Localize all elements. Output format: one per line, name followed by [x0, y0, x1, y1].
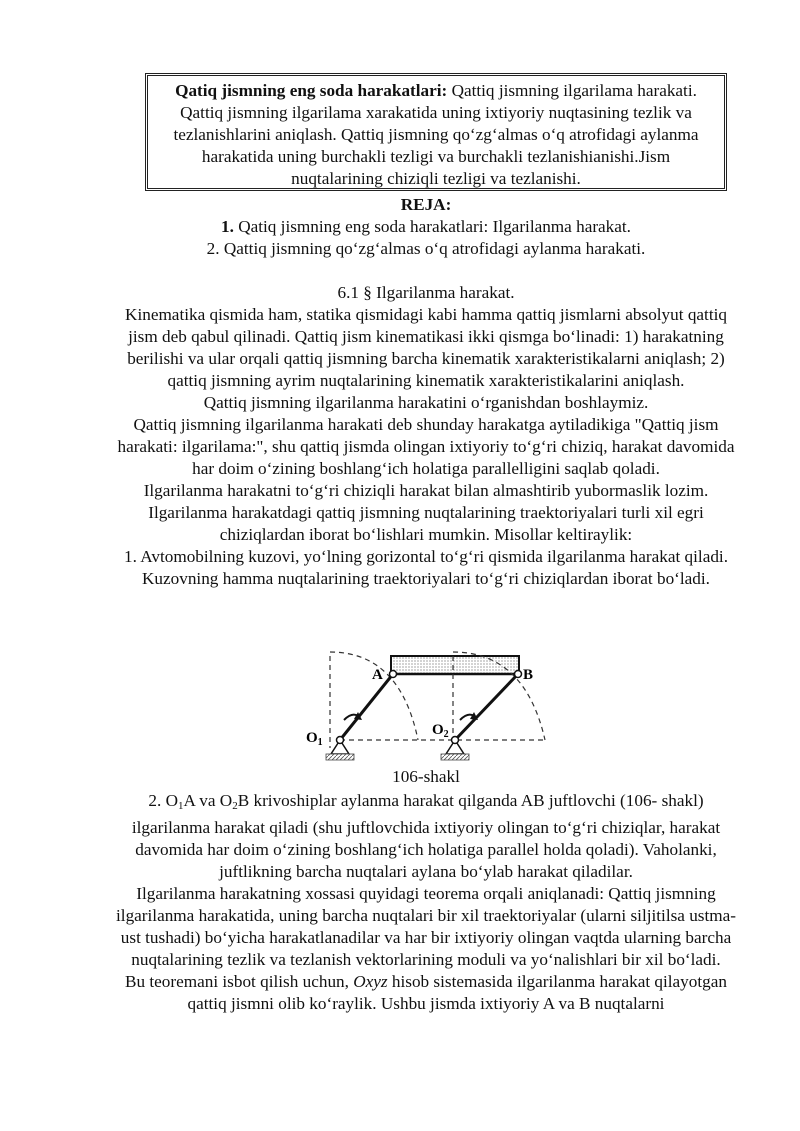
after-figure-text	[112, 790, 740, 1015]
paragraph-6: 2. $O_1A$ va $O_2B$ krivoshiplar aylanma harakat qilganda AB juftlovchi (106- shakl) ilgarilanma harakat qiladi (shu juftlovchida ixtiyoriy olingan to‘g‘ri chiziqlar, harakat davomida har doim o‘zining boshlang‘ich holatiga parallel holda qoladi). Vaholanki, juftlikning barcha nuqtalari aylana bo‘ylab harakat qiladilar.	[131, 791, 721, 881]
figure-106	[300, 648, 560, 768]
section-title: 6.1 § Ilgarilanma harakat.	[337, 283, 515, 302]
section-body	[112, 282, 740, 590]
label-o1: $O_1$	[306, 730, 323, 748]
mechanism-diagram	[300, 648, 560, 768]
plan-item-1-text: Qatiq jismning eng soda harakatlari: Ilgarilanma harakat.	[233, 217, 631, 236]
plan-heading: REJA:	[400, 195, 452, 214]
paragraph-2: Qattiq jismning ilgarilanma harakatini o‘rganishdan boshlaymiz.	[203, 393, 649, 412]
joint-a	[390, 671, 397, 678]
topic-box	[145, 73, 727, 191]
paragraph-8: Bu teoremani isbot qilish uchun, Oxyz hisob sistemasida ilgarilanma harakat qilayotgan qattiq jismni olib ko‘raylik. Ushbu jismda ixtiyoriy A va B nuqtalarni	[125, 972, 727, 1013]
topic-text: Qattiq jismning ilgarilama harakati. Qattiq jismning ilgarilama xarakatida uning ixtiyoriy nuqtasining tezlik va tezlanishlarini aniqlash. Qattiq jismning qo‘zg‘almas o‘q atrofidagi aylanma harakatida uning burchakli tezligi va burchakli tezlanishianishi.Jism nuqtalarining chiziqli tezligi va tezlanishi.	[173, 81, 699, 188]
plan-item-1-number: 1.	[221, 217, 234, 236]
crank-o2b	[455, 674, 518, 740]
paragraph-7: Ilgarilanma harakatning xossasi quyidagi teorema orqali aniqlanadi: Qattiq jismning ilgarilanma harakatida, uning barcha nuqtalari bir xil traektoriyalar (ularni siljitilsa ustma-ust tushadi) bo‘yicha harakatlanadilar va har bir ixtiyoriy olingan vaqtda ularning barcha nuqtalarining tezlik va tezlanish vektorlarining moduli va yo‘nalishlari bir xil bo‘ladi.	[116, 884, 736, 969]
label-b: B	[523, 667, 534, 683]
joint-b	[515, 671, 522, 678]
plan-item-1	[112, 216, 740, 238]
paragraph-5: 1. Avtomobilning kuzovi, yo‘lning gorizontal to‘g‘ri qismida ilgarilanma harakat qiladi. Kuzovning hamma nuqtalarining traektoriyalari to‘g‘ri chiziqlardan iborat bo‘ladi.	[124, 547, 728, 588]
paragraph-4: Ilgarilanma harakatni to‘g‘ri chiziqli harakat bilan almashtirib yubormaslik lozim. Ilgarilanma harakatdagi qattiq jismning nuqtalarining traektoriyalari turli xil egri chiziqlardan iborat bo‘lishlari mumkin. Misollar keltiraylik:	[143, 481, 709, 544]
paragraph-3: Qattiq jismning ilgarilanma harakati deb shunday harakatga aytiladikiga "Qattiq jism harakati: ilgarilama:", shu qattiq jismda olingan ixtiyoriy to‘g‘ri chiziq, harakat davomida har doim o‘zining boshlang‘ich holatiga parallelligini saqlab qoladi.	[117, 415, 735, 478]
label-a: A	[372, 667, 383, 683]
figure-caption: 106-shakl	[392, 767, 460, 786]
crank-o1a	[340, 674, 393, 740]
topic-title: Qatiq jismning eng soda harakatlari:	[175, 81, 448, 100]
plan-section	[112, 194, 740, 260]
paragraph-1: Kinematika qismida ham, statika qismidagi kabi hamma qattiq jismlarni absolyut qattiq jism deb qabul qilinadi. Qattiq jism kinematikasi ikki qismga bo‘linadi: 1) harakatning berilishi va ular orqali qattiq jismning barcha kinematik xarakteristikalarni aniqlash; 2) qattiq jismning ayrim nuqtalarining kinematik xarakteristikalarini aniqlash.	[125, 305, 727, 390]
label-o2: $O_2$	[432, 722, 449, 740]
plan-item-2: 2. Qattiq jismning qo‘zg‘almas o‘q atrofidagi aylanma harakati.	[206, 239, 646, 258]
